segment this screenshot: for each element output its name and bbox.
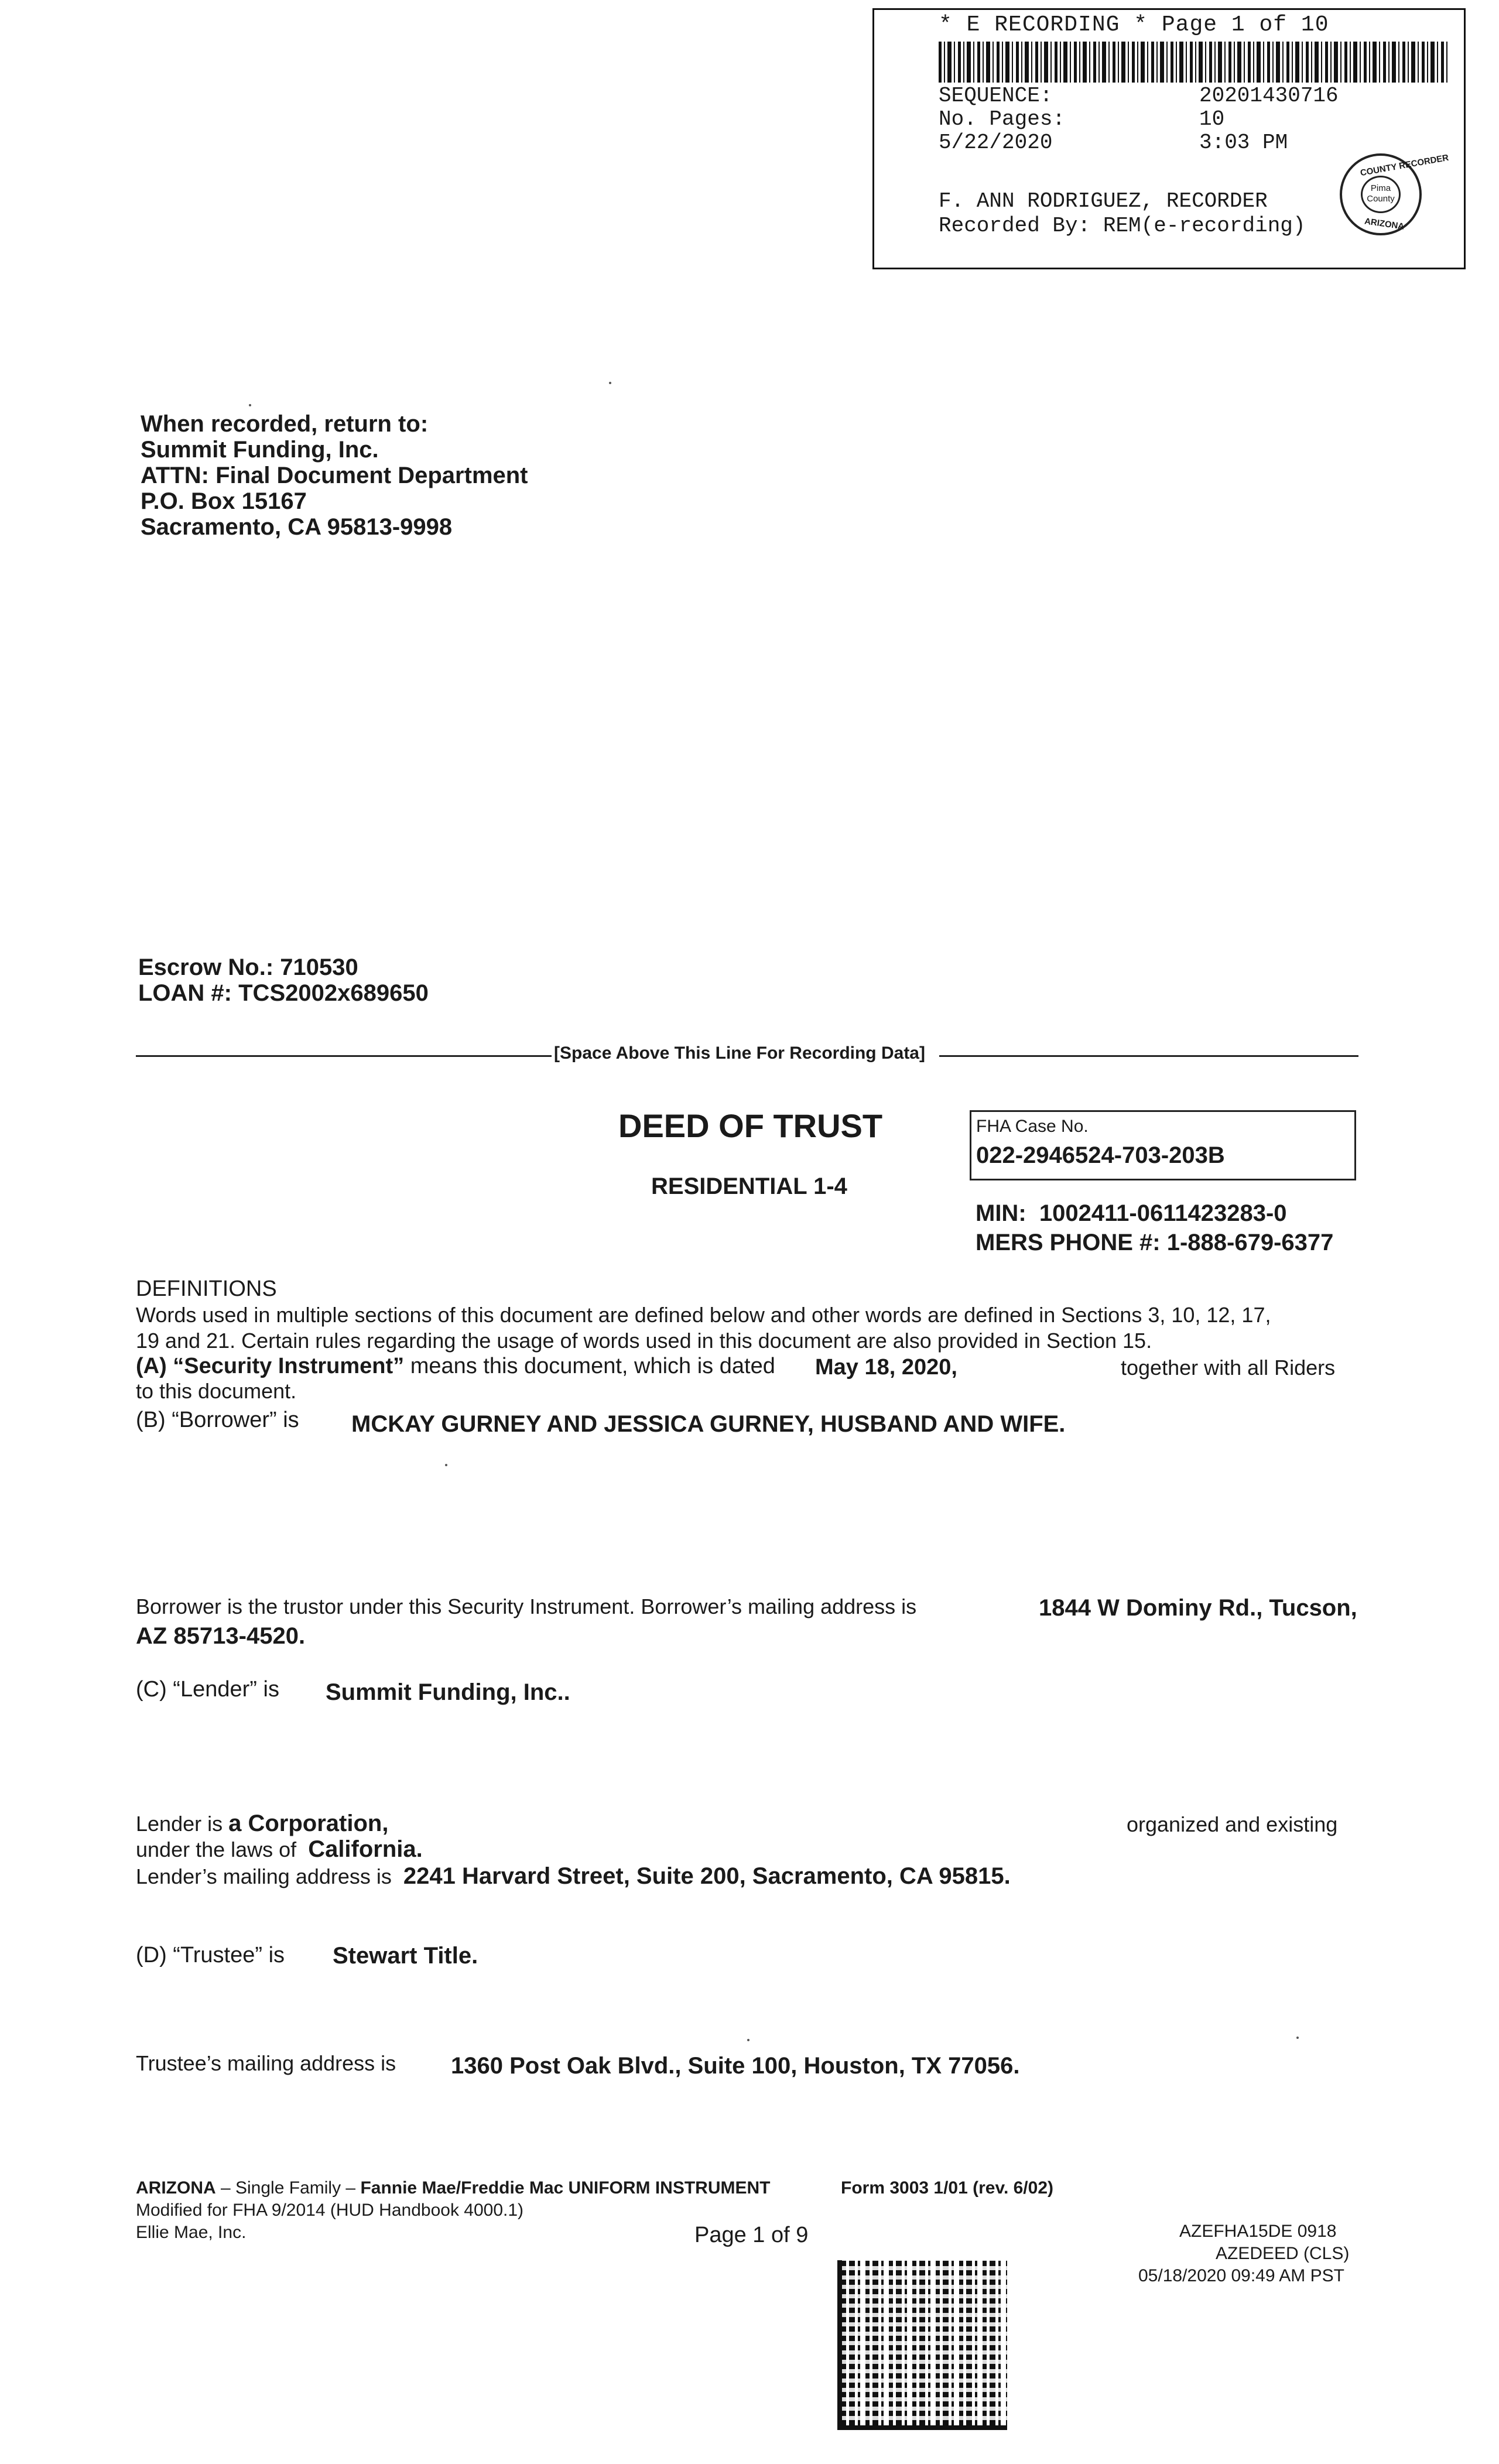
definitions-heading: DEFINITIONS [136, 1277, 277, 1301]
page-number: Page 1 of 9 [694, 2223, 809, 2247]
trustee-address: 1360 Post Oak Blvd., Suite 100, Houston, TX 77056. [451, 2053, 1020, 2079]
document-subtitle: RESIDENTIAL 1-4 [651, 1173, 847, 1199]
loan-number: LOAN #: TCS2002x689650 [138, 980, 429, 1006]
sequence-value: 20201430716 [1199, 84, 1339, 108]
definition-a-line2: to this document. [136, 1379, 297, 1403]
escrow-number: Escrow No.: 710530 [138, 954, 358, 980]
space-above-note: [Space Above This Line For Recording Data] [554, 1043, 925, 1063]
footer-code2: AZEDEED (CLS) [1216, 2244, 1350, 2263]
trustee-address-label: Trustee’s mailing address is [136, 2051, 396, 2075]
security-instrument-date: May 18, 2020, [815, 1355, 957, 1380]
trustee-name: Stewart Title. [333, 1943, 478, 1969]
document-title: DEED OF TRUST [618, 1107, 883, 1144]
fha-case-box [970, 1110, 1356, 1180]
organized-existing-text: organized and existing [1127, 1812, 1338, 1836]
sequence-label: SEQUENCE: [939, 84, 1053, 108]
scan-speck [747, 2039, 750, 2041]
lender-is-text: Lender is a Corporation, [136, 1811, 389, 1836]
county-seal-icon: COUNTY RECORDER Pima County ARIZONA [1340, 153, 1422, 235]
return-to-company: Summit Funding, Inc. [141, 437, 379, 463]
definition-d-label: (D) “Trustee” is [136, 1943, 285, 1967]
recording-stamp [872, 8, 1466, 269]
footer-publisher: Ellie Mae, Inc. [136, 2223, 247, 2242]
pages-value: 10 [1199, 107, 1225, 131]
definition-b-label: (B) “Borrower” is [136, 1408, 299, 1432]
footer-line1: ARIZONA – Single Family – Fannie Mae/Freddie Mac UNIFORM INSTRUMENT [136, 2178, 771, 2198]
divider-left [136, 1055, 552, 1057]
footer-modified: Modified for FHA 9/2014 (HUD Handbook 4000.1) [136, 2201, 524, 2220]
divider-right [939, 1055, 1358, 1057]
footer-timestamp: 05/18/2020 09:49 AM PST [1138, 2266, 1344, 2285]
recorder-name: F. ANN RODRIGUEZ, RECORDER [939, 189, 1268, 213]
scan-speck [445, 1464, 447, 1466]
riders-text: together with all Riders [1121, 1356, 1336, 1380]
return-to-pobox: P.O. Box 15167 [141, 488, 307, 514]
barcode [939, 42, 1448, 83]
mers-phone: MERS PHONE #: 1-888-679-6377 [976, 1230, 1334, 1255]
scan-speck [609, 382, 611, 384]
borrower-address-line1: 1844 W Dominy Rd., Tucson, [1039, 1595, 1357, 1621]
footer-code1: AZEFHA15DE 0918 [1179, 2222, 1337, 2241]
lender-name: Summit Funding, Inc.. [326, 1679, 570, 1705]
min-number: MIN: 1002411-0611423283-0 [976, 1200, 1287, 1226]
stamp-header: * E RECORDING * Page 1 of 10 [939, 12, 1329, 37]
laws-text: under the laws of California. [136, 1836, 423, 1862]
stamp-date: 5/22/2020 [939, 131, 1053, 155]
footer-form-number: Form 3003 1/01 (rev. 6/02) [841, 2178, 1053, 2198]
return-to-city: Sacramento, CA 95813-9998 [141, 514, 453, 540]
fha-case-value: 022-2946524-703-203B [976, 1142, 1225, 1168]
fha-case-label: FHA Case No. [976, 1117, 1089, 1136]
borrower-names: MCKAY GURNEY AND JESSICA GURNEY, HUSBAND AND WIFE. [351, 1411, 1066, 1437]
return-to-heading: When recorded, return to: [141, 411, 429, 437]
scan-speck [249, 404, 251, 406]
borrower-trustor-text: Borrower is the trustor under this Security Instrument. Borrower’s mailing address is [136, 1594, 917, 1618]
scan-speck [1296, 2037, 1299, 2039]
definitions-intro-line2: 19 and 21. Certain rules regarding the usage of words used in this document are also provided in Section 15. [136, 1329, 1152, 1353]
pages-label: No. Pages: [939, 107, 1066, 131]
datamatrix-barcode [837, 2260, 1007, 2430]
definition-c-label: (C) “Lender” is [136, 1677, 279, 1702]
return-to-attn: ATTN: Final Document Department [141, 463, 528, 488]
lender-address: Lender’s mailing address is 2241 Harvard Street, Suite 200, Sacramento, CA 95815. [136, 1863, 1011, 1889]
borrower-address-line2: AZ 85713-4520. [136, 1623, 306, 1649]
recorded-by: Recorded By: REM(e-recording) [939, 214, 1306, 238]
definitions-intro-line1: Words used in multiple sections of this document are defined below and other words are defined in Sections 3, 10, 12, 17, [136, 1303, 1271, 1327]
stamp-time: 3:03 PM [1199, 131, 1288, 155]
definition-a: (A) “Security Instrument” means this document, which is dated [136, 1354, 775, 1378]
